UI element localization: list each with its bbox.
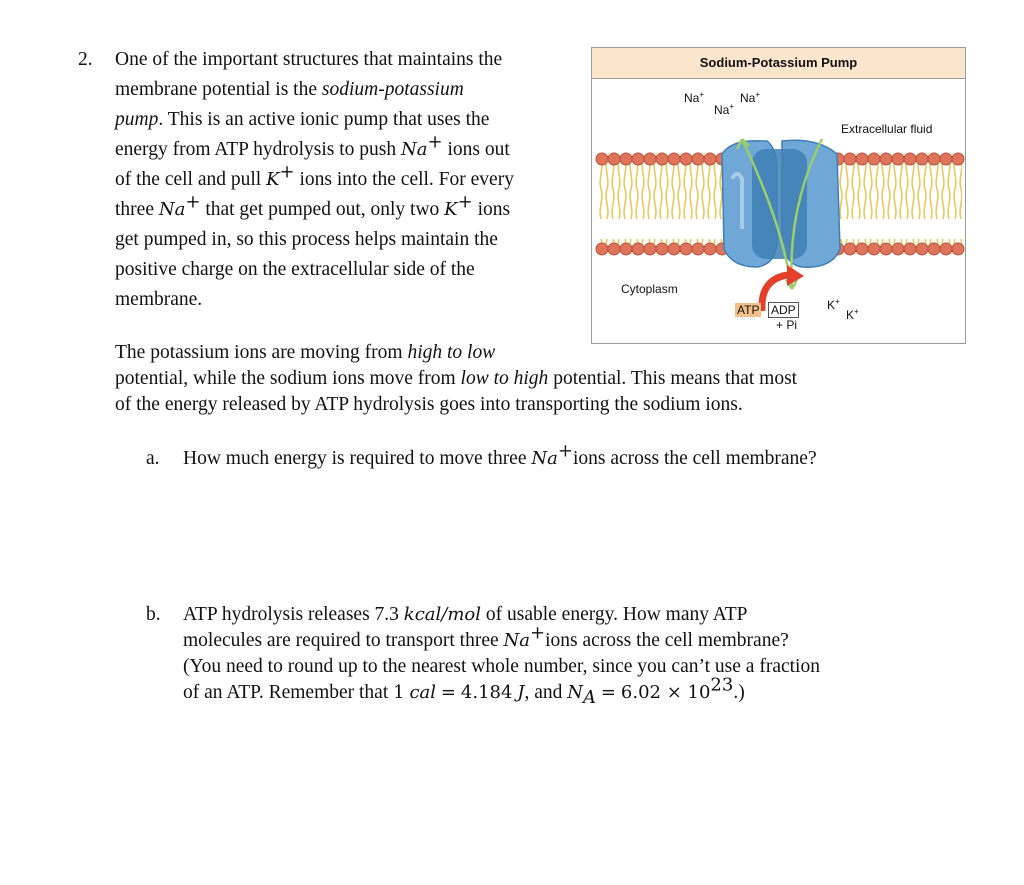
q2-text: ions into the cell. For every [299, 169, 514, 190]
cytoplasm-label: Cytoplasm [621, 282, 678, 296]
na-symbol: Na [158, 199, 186, 220]
qb-line-3: (You need to round up to the nearest whole number, since you can’t use a fraction [183, 656, 820, 677]
qb-label: b. [146, 604, 161, 625]
q2-line-2 [115, 75, 464, 105]
q2-text: three [115, 199, 154, 220]
avogadro-exp: 23 [710, 674, 734, 696]
pump-protein [722, 140, 840, 267]
plus-sup: + [279, 161, 295, 183]
avogadro-value: 6.02 × 10 [620, 682, 711, 703]
q2-line-7: get pumped in, so this process helps maintain the [115, 229, 498, 250]
equals: = [440, 682, 457, 703]
low-to-high: low to high [460, 368, 549, 389]
q2-text: ions [477, 199, 511, 220]
equals: = [600, 682, 617, 703]
adp-label: ADP [768, 302, 799, 318]
qb-line-2: molecules are required to transport three Na+ions across the cell membrane? [183, 622, 789, 651]
plus-sup: + [557, 440, 573, 462]
pi-label: + Pi [776, 318, 798, 332]
avogadro-symbol: N [567, 682, 584, 703]
plus-sup: + [185, 191, 201, 213]
q2-line-1: One of the important structures that maintains the [115, 49, 503, 70]
q2-text: ions out [447, 139, 510, 160]
q2-text: membrane potential is the [115, 79, 317, 100]
plus-sup: + [457, 191, 473, 213]
qb-line-4: of an ATP. Remember that 1 cal = 4.184 J, and $N_A = 6.02 \times 10^{23}$.) [183, 674, 745, 708]
k-label-1: K+ [827, 297, 840, 312]
kcal-unit: kcal/mol [403, 604, 481, 625]
joule-unit: J [517, 682, 525, 703]
value: 4.184 [460, 682, 513, 703]
q2-line-4 [115, 131, 510, 165]
qa-label: a. [146, 448, 160, 469]
atp-label: ATP [737, 303, 760, 317]
q2-line-8: positive charge on the extracellular side of the [115, 259, 475, 280]
na-symbol: Na [401, 139, 428, 160]
na-symbol: Na [503, 630, 531, 651]
one: 1 [393, 682, 405, 703]
na-label-2: Na+ [714, 102, 735, 117]
q2-line-3 [115, 105, 489, 135]
question-number: 2. [78, 49, 93, 70]
k-label-2: K+ [846, 307, 859, 322]
figure-title: Sodium-Potassium Pump [592, 48, 965, 79]
plus-sup: + [530, 622, 546, 644]
q2-term-italic: sodium-potassium [321, 79, 464, 100]
sodium-potassium-pump-figure [591, 47, 966, 344]
para2-line-2: potential, while the sodium ions move from low to high potential. This means that most [115, 368, 798, 389]
qa-text: How much energy is required to move three Na+ions across the cell membrane? [183, 440, 817, 469]
q2-text: energy from ATP hydrolysis to push [115, 139, 397, 160]
k-symbol: K [266, 169, 280, 190]
para2-line-1: The potassium ions are moving from high to low [115, 342, 496, 363]
extracellular-label: Extracellular fluid [841, 122, 933, 136]
cal-unit: cal [409, 682, 437, 703]
q2-line-5 [115, 161, 514, 195]
para2-line-3: of the energy released by ATP hydrolysis goes into transporting the sodium ions. [115, 394, 743, 415]
na-label-3: Na+ [740, 90, 761, 105]
plus-sup: + [427, 131, 443, 153]
lipid-bilayer-right [832, 153, 964, 255]
high-to-low: high to low [407, 342, 496, 363]
q2-text: that get pumped out, only two [205, 199, 440, 220]
avogadro-sub: A [583, 686, 597, 708]
q2-text: . This is an active ionic pump that uses the [158, 109, 490, 130]
q2-text: of the cell and pull [115, 169, 262, 190]
na-symbol: Na [531, 448, 558, 469]
q2-line-6 [115, 191, 511, 225]
q2-line-9: membrane. [115, 289, 203, 310]
na-label-1: Na+ [684, 90, 705, 105]
q2-term-italic-2: pump [115, 109, 159, 130]
k-symbol: K [444, 199, 458, 220]
qb-line-1: ATP hydrolysis releases 7.3 kcal/mol of usable energy. How many ATP [183, 604, 748, 625]
lipid-bilayer-left [596, 153, 732, 255]
